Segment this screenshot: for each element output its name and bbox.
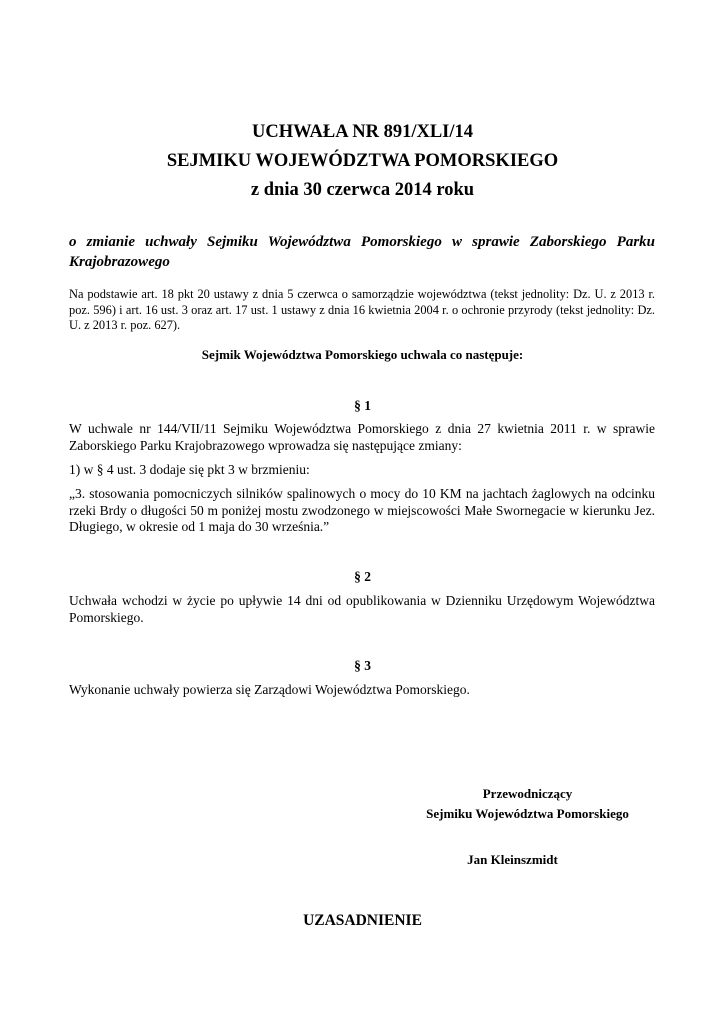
section-3-text: Wykonanie uchwały powierza się Zarządowi Województwa Pomorskiego.: [69, 682, 470, 697]
legal-basis: Na podstawie art. 18 pkt 20 ustawy z dnia 5 czerwca o samorządzie województwa (tekst jednolity: Dz. U. z 2013 r. poz. 596) i art. 16 ust. 3 oraz art. 17 ust. 1 ustawy z dnia 16 kwietnia 2004 r. o ochronie przyrody (tekst jednolity: Dz. U. z 2013 r. poz. 627).: [69, 287, 655, 332]
resolution-date: z dnia 30 czerwca 2014 roku: [250, 180, 475, 200]
signature-role: Przewodniczący: [482, 786, 573, 801]
resolution-title: [0, 118, 725, 205]
section-1-heading: § 1: [354, 398, 371, 413]
signature-name: Jan Kleinszmidt: [467, 852, 558, 867]
issuing-body: SEJMIKU WOJEWÓDZTWA POMORSKIEGO: [166, 151, 559, 171]
section-1-point: 1) w § 4 ust. 3 dodaje się pkt 3 w brzmieniu:: [69, 462, 310, 477]
section-2-text: Uchwała wchodzi w życie po upływie 14 dni od opublikowania w Dzienniku Urzędowym Województwa Pomorskiego.: [69, 593, 655, 625]
resolution-subject: o zmianie uchwały Sejmiku Województwa Pomorskiego w sprawie Zaborskiego Parku Krajobrazowego: [69, 234, 655, 270]
resolution-formula: Sejmik Województwa Pomorskiego uchwala co następuje:: [201, 347, 524, 362]
signature-body: Sejmiku Województwa Pomorskiego: [426, 806, 629, 821]
section-1-quote: „3. stosowania pomocniczych silników spalinowych o mocy do 10 KM na jachtach żaglowych na odcinku rzeki Brdy o długości 50 m poniżej mostu zwodzonego w miejscowości Małe Swornegacie w kierunku Jez. Długiego, w okresie od 1 maja do 30 września.”: [69, 486, 655, 534]
section-3-heading: § 3: [354, 658, 371, 673]
resolution-number: UCHWAŁA NR 891/XLI/14: [252, 122, 473, 142]
justification-heading: UZASADNIENIE: [303, 912, 422, 929]
section-1-intro: W uchwale nr 144/VII/11 Sejmiku Województwa Pomorskiego z dnia 27 kwietnia 2011 r. w sprawie Zaborskiego Parku Krajobrazowego wprowadza się następujące zmiany:: [69, 421, 655, 453]
section-2-heading: § 2: [354, 569, 371, 584]
